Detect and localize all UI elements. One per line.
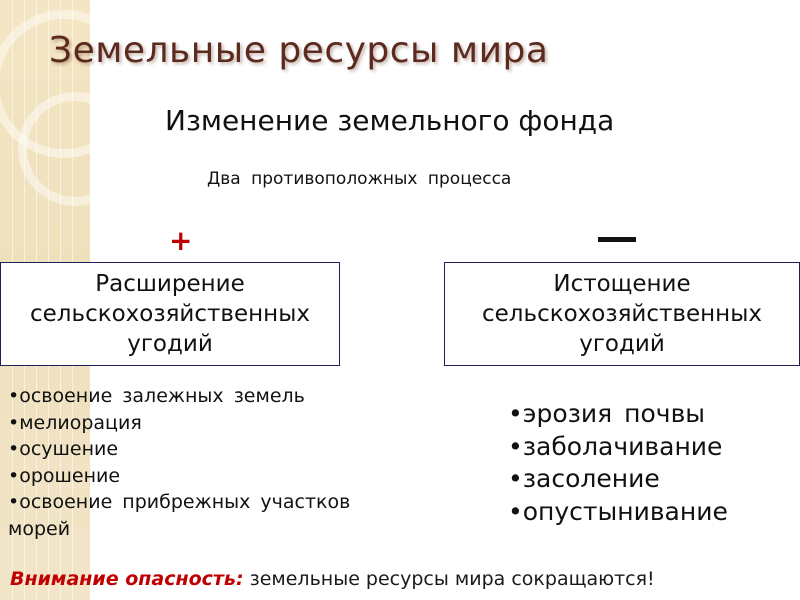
expansion-box [0,262,340,366]
expansion-list-item: • мелиорация [8,410,368,437]
warning-line [10,568,655,590]
expansion-box-label: Расширение сельскохозяйственных угодий [30,271,310,357]
depletion-list-item: • эрозия почвы [508,398,728,431]
expansion-list-item: • освоение прибрежных участков морей [8,489,368,542]
processes-caption: Два противоположных процесса [207,169,512,189]
depletion-list-item: • опустынивание [508,496,728,529]
minus-sign [598,237,636,242]
depletion-box [444,262,800,366]
warning-label: Внимание опасность: [10,568,244,590]
plus-sign: + [169,224,193,257]
depletion-list [508,398,728,528]
slide-subtitle: Изменение земельного фонда [165,104,615,137]
expansion-list-item: • орошение [8,463,368,490]
depletion-list-item: • заболачивание [508,431,728,464]
depletion-list-item: • засоление [508,463,728,496]
expansion-list [8,383,368,542]
expansion-list-item: • освоение залежных земель [8,383,368,410]
expansion-list-item: • осушение [8,436,368,463]
slide-title: Земельные ресурсы мира [49,30,549,71]
warning-text: земельные ресурсы мира сокращаются! [249,568,655,590]
depletion-box-label: Истощение сельскохозяйственных угодий [482,271,762,357]
